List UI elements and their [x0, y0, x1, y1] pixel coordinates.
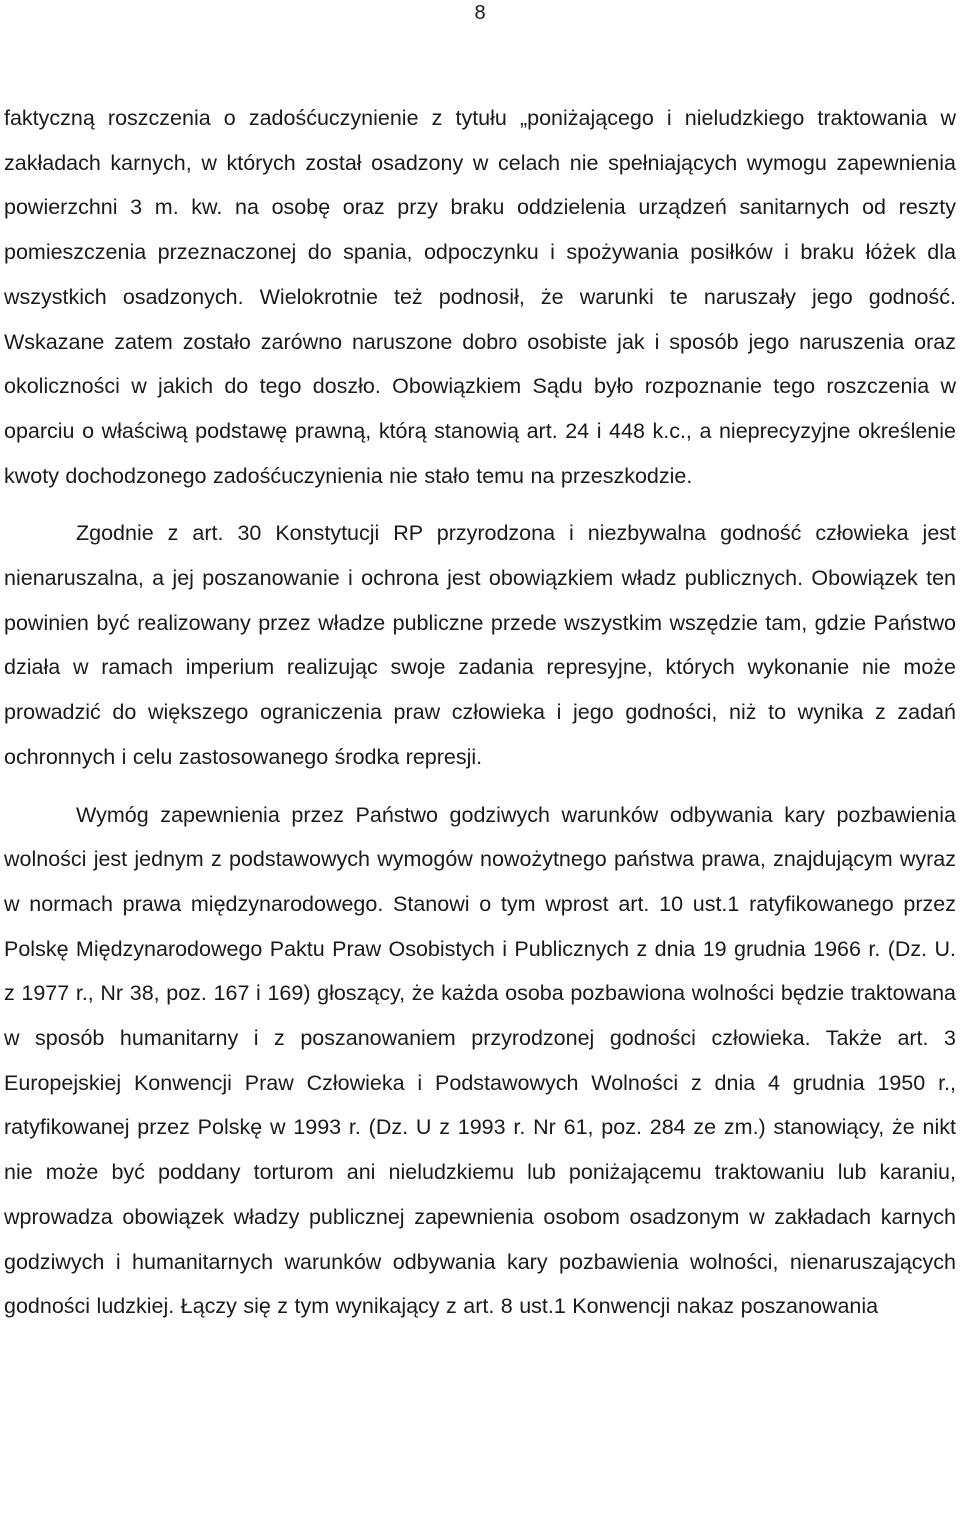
page-number: 8	[474, 2, 486, 24]
paragraph-wymog: Wymóg zapewnienia przez Państwo godziwych warunków odbywania kary pozbawienia wolności jest jednym z podstawowych wymogów nowożytnego państwa prawa, znajdującym wyraz w normach prawa międzynarodowego. Stanowi o tym wprost art. 10 ust.1 ratyfikowanego przez Polskę Międzynarodowego Paktu Praw Osobistych i Publicznych z dnia 19 grudnia 1966 r. (Dz. U. z 1977 r., Nr 38, poz. 167 i 169) głoszący, że każda osoba pozbawiona wolności będzie traktowana w sposób humanitarny i z poszanowaniem przyrodzonej godności człowieka. Także art. 3 Europejskiej Konwencji Praw Człowieka i Podstawowych Wolności z dnia 4 grudnia 1950 r., ratyfikowanej przez Polskę w 1993 r. (Dz. U z 1993 r. Nr 61, poz. 284 ze zm.) stanowiący, że nikt nie może być poddany torturom ani nieludzkiemu lub poniżającemu traktowaniu lub karaniu, wprowadza obowiązek władzy publicznej zapewnienia osobom osadzonym w zakładach karnych godziwych i humanitarnych warunków odbywania kary pozbawienia wolności, nienaruszających godności ludzkiej. Łączy się z tym wynikający z art. 8 ust.1 Konwencji nakaz poszanowania	[4, 802, 956, 1319]
paragraph-konstytucja: Zgodnie z art. 30 Konstytucji RP przyrodzona i niezbywalna godność człowieka jest nienaruszalna, a jej poszanowanie i ochrona jest obowiązkiem władz publicznych. Obowiązek ten powinien być realizowany przez władze publiczne przede wszystkim wszędzie tam, gdzie Państwo działa w ramach imperium realizując swoje zadania represyjne, których wykonanie nie może prowadzić do większego ograniczenia praw człowieka i jego godności, niż to wynika z zadań ochronnych i celu zastosowanego środka represji.	[4, 521, 956, 769]
paragraph-continuation: faktyczną roszczenia o zadośćuczynienie z tytułu „poniżającego i nieludzkiego traktowania w zakładach karnych, w których został osadzony w celach nie spełniających wymogu zapewnienia powierzchni 3 m. kw. na osobę oraz przy braku oddzielenia urządzeń sanitarnych od reszty pomieszczenia przeznaczonej do spania, odpoczynku i spożywania posiłków i braku łóżek dla wszystkich osadzonych. Wielokrotnie też podnosił, że warunki te naruszały jego godność. Wskazane zatem zostało zarówno naruszone dobro osobiste jak i sposób jego naruszenia oraz okoliczności w jakich do tego doszło. Obowiązkiem Sądu było rozpoznanie tego roszczenia w oparciu o właściwą podstawę prawną, którą stanowią art. 24 i 448 k.c., a nieprecyzyjne określenie kwoty dochodzonego zadośćuczynienia nie stało temu na przeszkodzie.	[4, 106, 956, 488]
document-body	[4, 96, 956, 1329]
